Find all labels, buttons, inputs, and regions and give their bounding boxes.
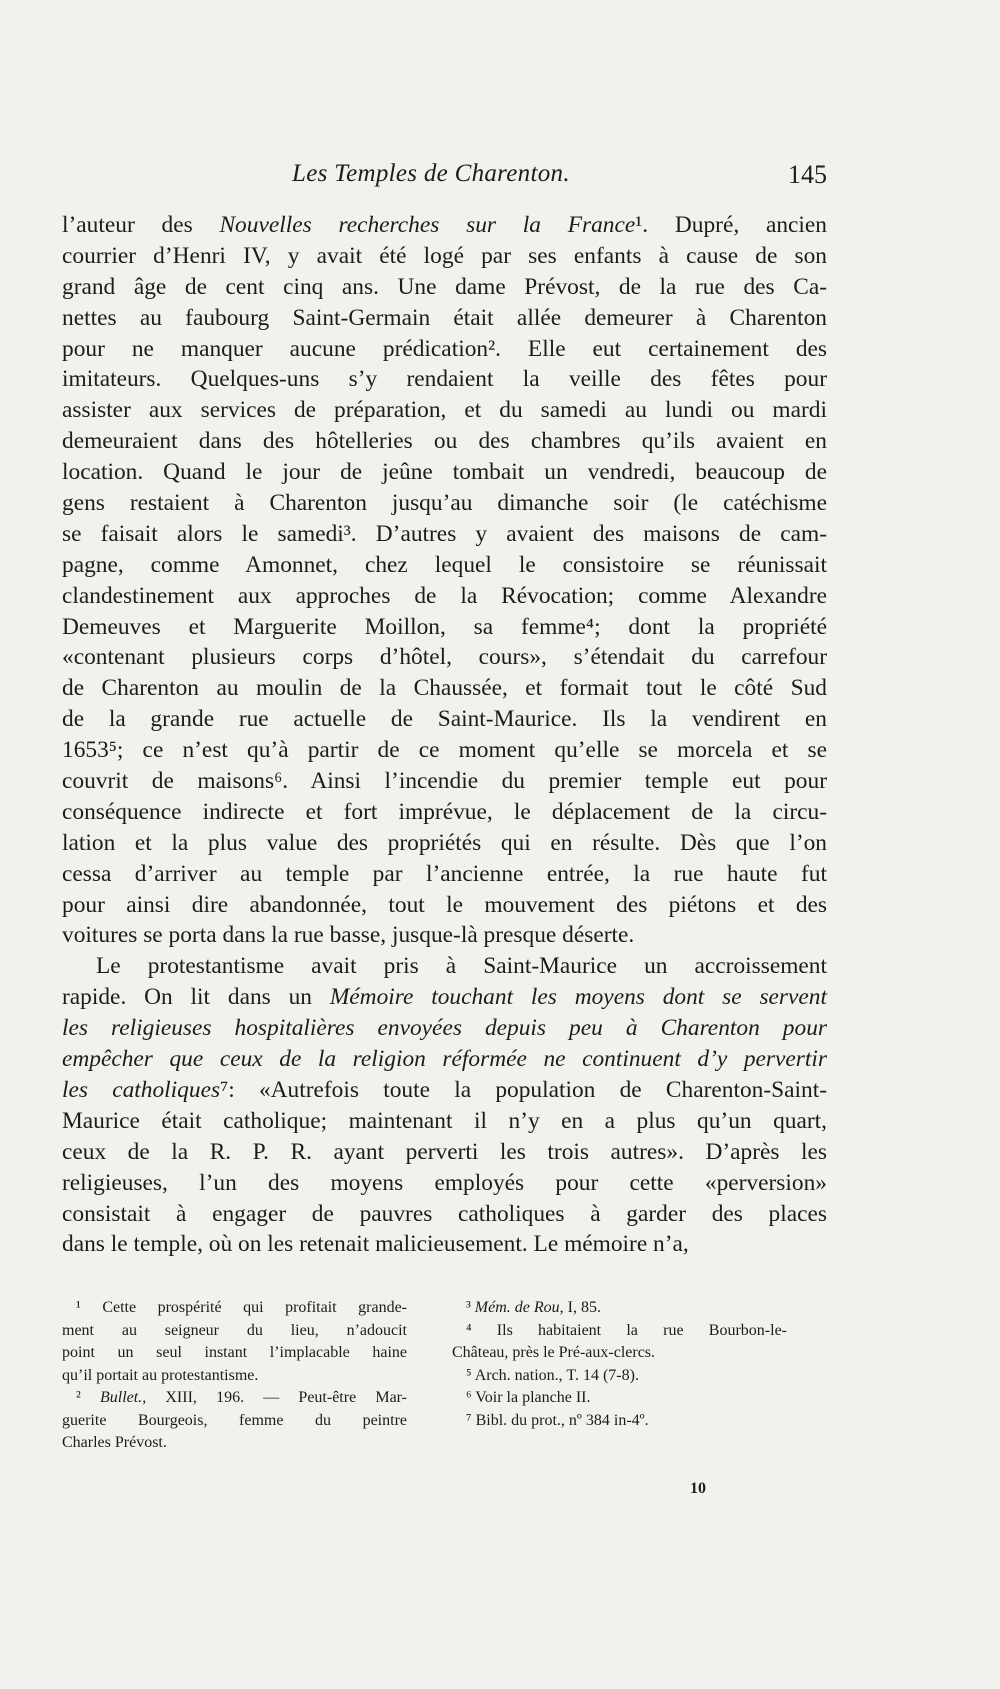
text-line: gens restaient à Charenton jusqu’au dimanche soir (le catéchisme xyxy=(62,490,827,517)
text-line: lation et la plus value des propriétés qui en résulte. Dès que l’on xyxy=(62,829,827,856)
text-line: religieuses, l’un des moyens employés pour cette «perversion» xyxy=(62,1169,827,1196)
text-line: clandestinement aux approches de la Révocation; comme Alexandre xyxy=(62,582,827,609)
text-line: imitateurs. Quelques-uns s’y rendaient la veille des fêtes pour xyxy=(62,366,827,393)
footnotes-right-column xyxy=(452,1297,787,1432)
footnote-line: ⁶ Voir la planche II. xyxy=(466,1389,591,1406)
text-line: 1653⁵; ce n’est qu’à partir de ce moment qu’elle se morcela et se xyxy=(62,737,827,764)
footnote-line: qu’il portait au protestantisme. xyxy=(62,1366,259,1384)
text-line: ceux de la R. P. R. ayant perverti les trois autres». D’après les xyxy=(62,1138,827,1165)
footnote-line: ⁷ Bibl. du prot., nº 384 in-4º. xyxy=(466,1411,649,1429)
footnote-line: ment au seigneur du lieu, n’adoucit xyxy=(62,1321,407,1339)
text-line: dans le temple, où on les retenait malicieusement. Le mémoire n’a, xyxy=(62,1231,689,1258)
signature-mark: 10 xyxy=(690,1480,706,1497)
text-line: voitures se porta dans la rue basse, jusque-là presque déserte. xyxy=(62,922,635,949)
text-line: de la grande rue actuelle de Saint-Maurice. Ils la vendirent en xyxy=(62,706,827,733)
page-number: 145 xyxy=(788,160,827,189)
footnote-line: ¹ Cette prospérité qui profitait grande- xyxy=(76,1299,407,1316)
text-line: l’auteur des Nouvelles recherches sur la France¹. Dupré, ancien xyxy=(62,212,827,238)
text-line: location. Quand le jour de jeûne tombait un vendredi, beaucoup de xyxy=(62,459,827,486)
text-line: cessa d’arriver au temple par l’ancienne entrée, la rue haute fut xyxy=(62,860,827,887)
footnote-line: ² Bullet., XIII, 196. — Peut-être Mar- xyxy=(76,1389,407,1406)
running-title: Les Temples de Charenton. xyxy=(292,160,570,187)
text-line: assister aux services de préparation, et du samedi au lundi ou mardi xyxy=(62,397,827,424)
text-line: Demeuves et Marguerite Moillon, sa femme⁴; dont la propriété xyxy=(62,613,827,640)
text-line: rapide. On lit dans un Mémoire touchant les moyens dont se servent xyxy=(62,984,827,1011)
footnote-line: point un seul instant l’implacable haine xyxy=(62,1344,407,1361)
footnote-line: guerite Bourgeois, femme du peintre xyxy=(62,1411,407,1429)
text-line: conséquence indirecte et fort imprévue, le déplacement de la circu- xyxy=(62,798,827,825)
text-line: Le protestantisme avait pris à Saint-Maurice un accroissement xyxy=(96,953,827,980)
text-line: pour ne manquer aucune prédication². Elle eut certainement des xyxy=(62,335,827,362)
footnotes-left-column xyxy=(62,1297,407,1455)
footnote-line: ⁴ Ils habitaient la rue Bourbon-le- xyxy=(466,1321,787,1339)
text-line: courrier d’Henri IV, y avait été logé par ses enfants à cause de son xyxy=(62,242,827,269)
text-line: de Charenton au moulin de la Chaussée, et formait tout le côté Sud xyxy=(62,675,827,702)
text-line: «contenant plusieurs corps d’hôtel, cours», s’étendait du carrefour xyxy=(62,644,827,671)
text-line: les catholiques⁷: «Autrefois toute la population de Charenton-Saint- xyxy=(62,1076,828,1103)
text-line: nettes au faubourg Saint-Germain était allée demeurer à Charenton xyxy=(62,304,827,331)
text-line: Maurice était catholique; maintenant il n’y en a plus qu’un quart, xyxy=(62,1107,827,1134)
footnote-line: Charles Prévost. xyxy=(62,1434,167,1451)
main-text xyxy=(62,210,827,1260)
footnote-line: ⁵ Arch. nation., T. 14 (7-8). xyxy=(466,1366,639,1384)
footnote-line: ³ Mém. de Rou, I, 85. xyxy=(466,1299,601,1316)
text-line: couvrit de maisons⁶. Ainsi l’incendie du premier temple eut pour xyxy=(62,768,827,795)
text-line: pagne, comme Amonnet, chez lequel le consistoire se réunissait xyxy=(62,551,827,578)
text-line: pour ainsi dire abandonnée, tout le mouvement des piétons et des xyxy=(62,891,827,918)
running-header xyxy=(62,160,827,200)
text-line: se faisait alors le samedi³. D’autres y avaient des maisons de cam- xyxy=(62,520,827,547)
footnote-line: Château, près le Pré-aux-clercs. xyxy=(452,1344,656,1361)
text-line: grand âge de cent cinq ans. Une dame Prévost, de la rue des Ca- xyxy=(62,273,827,300)
text-line: les religieuses hospitalières envoyées depuis peu à Charenton pour xyxy=(62,1015,827,1042)
text-line: demeuraient dans des hôtelleries ou des chambres qu’ils avaient en xyxy=(62,428,827,455)
text-line: empêcher que ceux de la religion réformée ne continuent d’y pervertir xyxy=(62,1046,827,1073)
text-line: consistait à engager de pauvres catholiques à garder des places xyxy=(62,1200,827,1227)
